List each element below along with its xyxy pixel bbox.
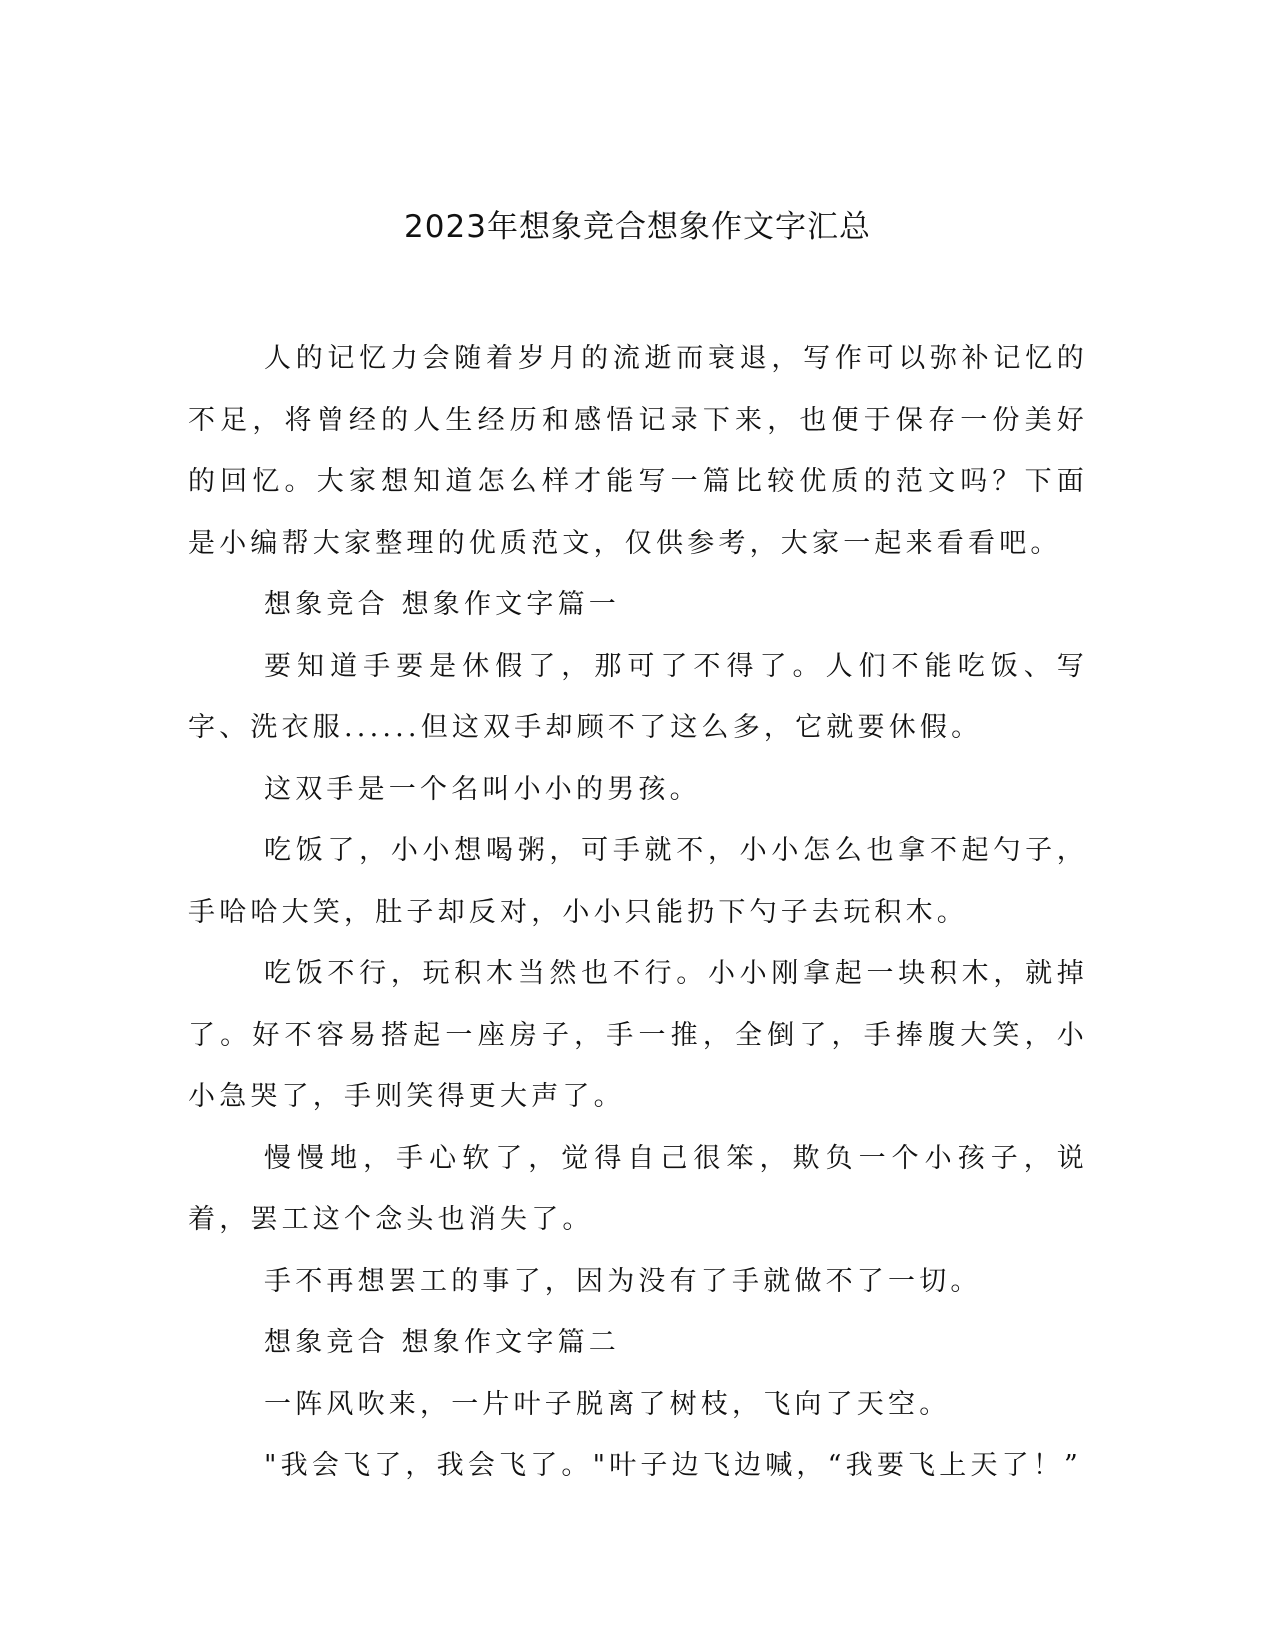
body-paragraph: 一阵风吹来，一片叶子脱离了树枝，飞向了天空。: [264, 1388, 951, 1420]
section-heading-1: 想象竞合 想象作文字篇一: [264, 589, 620, 620]
intro-paragraph: 人的记忆力会随着岁月的流逝而衰退，写作可以弥补记忆的不足，将曾经的人生经历和感悟记录下来，也便于保存一份美好的回忆。大家想知道怎么样才能写一篇比较优质的范文吗？下面是小编帮大家整理的优质范文，仅供参考，大家一起来看看吧。: [188, 343, 1088, 559]
body-paragraph: 手不再想罢工的事了，因为没有了手就做不了一切。: [264, 1265, 982, 1297]
document-body: [188, 328, 1088, 1497]
document-title: 2023年想象竞合想象作文字汇总: [404, 209, 871, 245]
body-paragraph: 吃饭了，小小想喝粥，可手就不，小小怎么也拿不起勺子，手哈哈大笑，肚子却反对，小小只能扔下勺子去玩积木。: [188, 835, 1088, 928]
body-paragraph: 要知道手要是休假了，那可了不得了。人们不能吃饭、写字、洗衣服......但这双手却顾不了这么多，它就要休假。: [188, 650, 1088, 743]
body-paragraph: 这双手是一个名叫小小的男孩。: [264, 773, 701, 805]
body-paragraph: 慢慢地，手心软了，觉得自己很笨，欺负一个小孩子，说着，罢工这个念头也消失了。: [188, 1142, 1088, 1235]
body-paragraph: "我会飞了，我会飞了。"叶子边飞边喊，“我要飞上天了！”: [264, 1450, 1083, 1481]
body-paragraph: 吃饭不行，玩积木当然也不行。小小刚拿起一块积木，就掉了。好不容易搭起一座房子，手一推，全倒了，手捧腹大笑，小小急哭了，手则笑得更大声了。: [188, 958, 1088, 1112]
section-heading-2: 想象竞合 想象作文字篇二: [264, 1327, 620, 1358]
